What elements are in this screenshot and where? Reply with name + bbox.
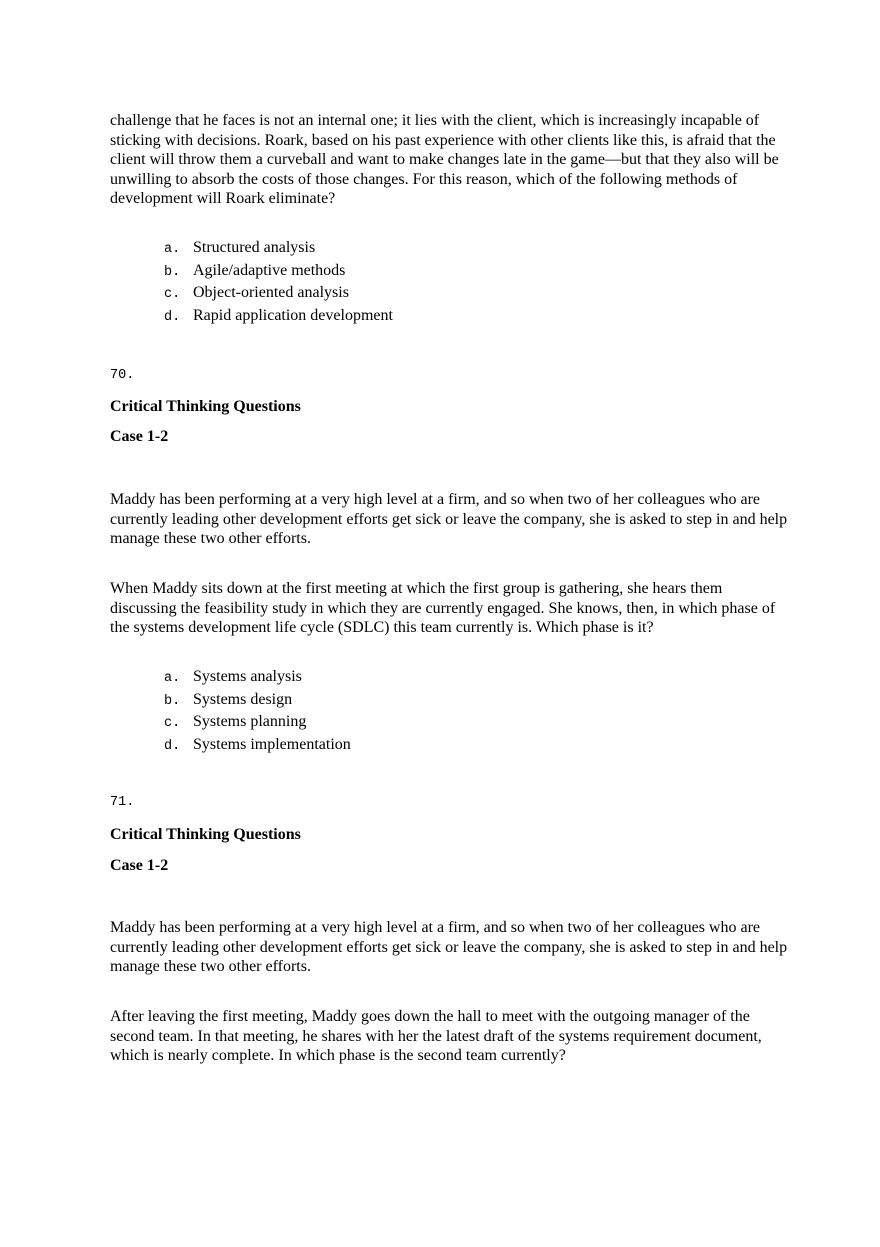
option-letter: a. bbox=[164, 242, 181, 257]
question-71-case-heading: Case 1-2 bbox=[110, 857, 169, 874]
option-text: Systems analysis bbox=[193, 668, 302, 685]
option-text: Systems implementation bbox=[193, 735, 351, 753]
option-text: Structured analysis bbox=[193, 239, 316, 256]
option-letter: b. bbox=[164, 264, 181, 280]
option-letter: d. bbox=[164, 738, 181, 754]
option-letter: c. bbox=[164, 716, 181, 731]
option-letter: b. bbox=[164, 693, 181, 709]
question-70-options bbox=[164, 667, 351, 757]
question-70-option-a bbox=[164, 667, 351, 690]
question-69-option-a bbox=[164, 238, 393, 261]
question-70-number: 70. bbox=[110, 368, 135, 383]
question-69-option-d bbox=[164, 306, 393, 329]
question-70-stem: When Maddy sits down at the first meeting at which the first group is gathering, she hears them discussing the feasibility study in which they are currently engaged. She knows, then, in which phase of the systems development life cycle (SDLC) this team currently is. Which phase is it? bbox=[110, 580, 776, 636]
question-71-scenario: Maddy has been performing at a very high level at a firm, and so when two of her colleagues who are currently leading other development efforts get sick or leave the company, she is asked to step in and help manage these two other efforts. bbox=[110, 919, 788, 975]
option-letter: c. bbox=[164, 287, 181, 302]
option-letter: d. bbox=[164, 309, 181, 325]
option-text: Rapid application development bbox=[193, 306, 393, 324]
question-70-option-d bbox=[164, 735, 351, 758]
option-text: Systems design bbox=[193, 690, 293, 708]
question-71-section-heading: Critical Thinking Questions bbox=[110, 826, 301, 843]
question-70-option-c bbox=[164, 712, 351, 735]
question-69-option-b bbox=[164, 261, 393, 284]
question-71-stem: After leaving the first meeting, Maddy goes down the hall to meet with the outgoing manager of the second team. In that meeting, he shares with her the latest draft of the systems requirement document, which is nearly complete. In which phase is the second team currently? bbox=[110, 1008, 762, 1064]
option-letter: a. bbox=[164, 671, 181, 686]
question-69-stem: challenge that he faces is not an internal one; it lies with the client, which is increasingly incapable of sticking with decisions. Roark, based on his past experience with other clients like this, is afraid that the client will throw them a curveball and want to make changes late in the game—but that they also will be unwilling to absorb the costs of those changes. For this reason, which of the following methods of development will Roark eliminate? bbox=[110, 112, 779, 207]
question-70-scenario: Maddy has been performing at a very high level at a firm, and so when two of her colleagues who are currently leading other development efforts get sick or leave the company, she is asked to step in and help manage these two other efforts. bbox=[110, 491, 788, 547]
question-70-option-b bbox=[164, 690, 351, 713]
question-70-section-heading: Critical Thinking Questions bbox=[110, 398, 301, 415]
question-71-number: 71. bbox=[110, 795, 135, 810]
question-69-options bbox=[164, 238, 393, 328]
option-text: Agile/adaptive methods bbox=[193, 261, 346, 279]
option-text: Systems planning bbox=[193, 713, 307, 730]
option-text: Object-oriented analysis bbox=[193, 284, 349, 301]
question-70-case-heading: Case 1-2 bbox=[110, 428, 169, 445]
question-69-option-c bbox=[164, 283, 393, 306]
